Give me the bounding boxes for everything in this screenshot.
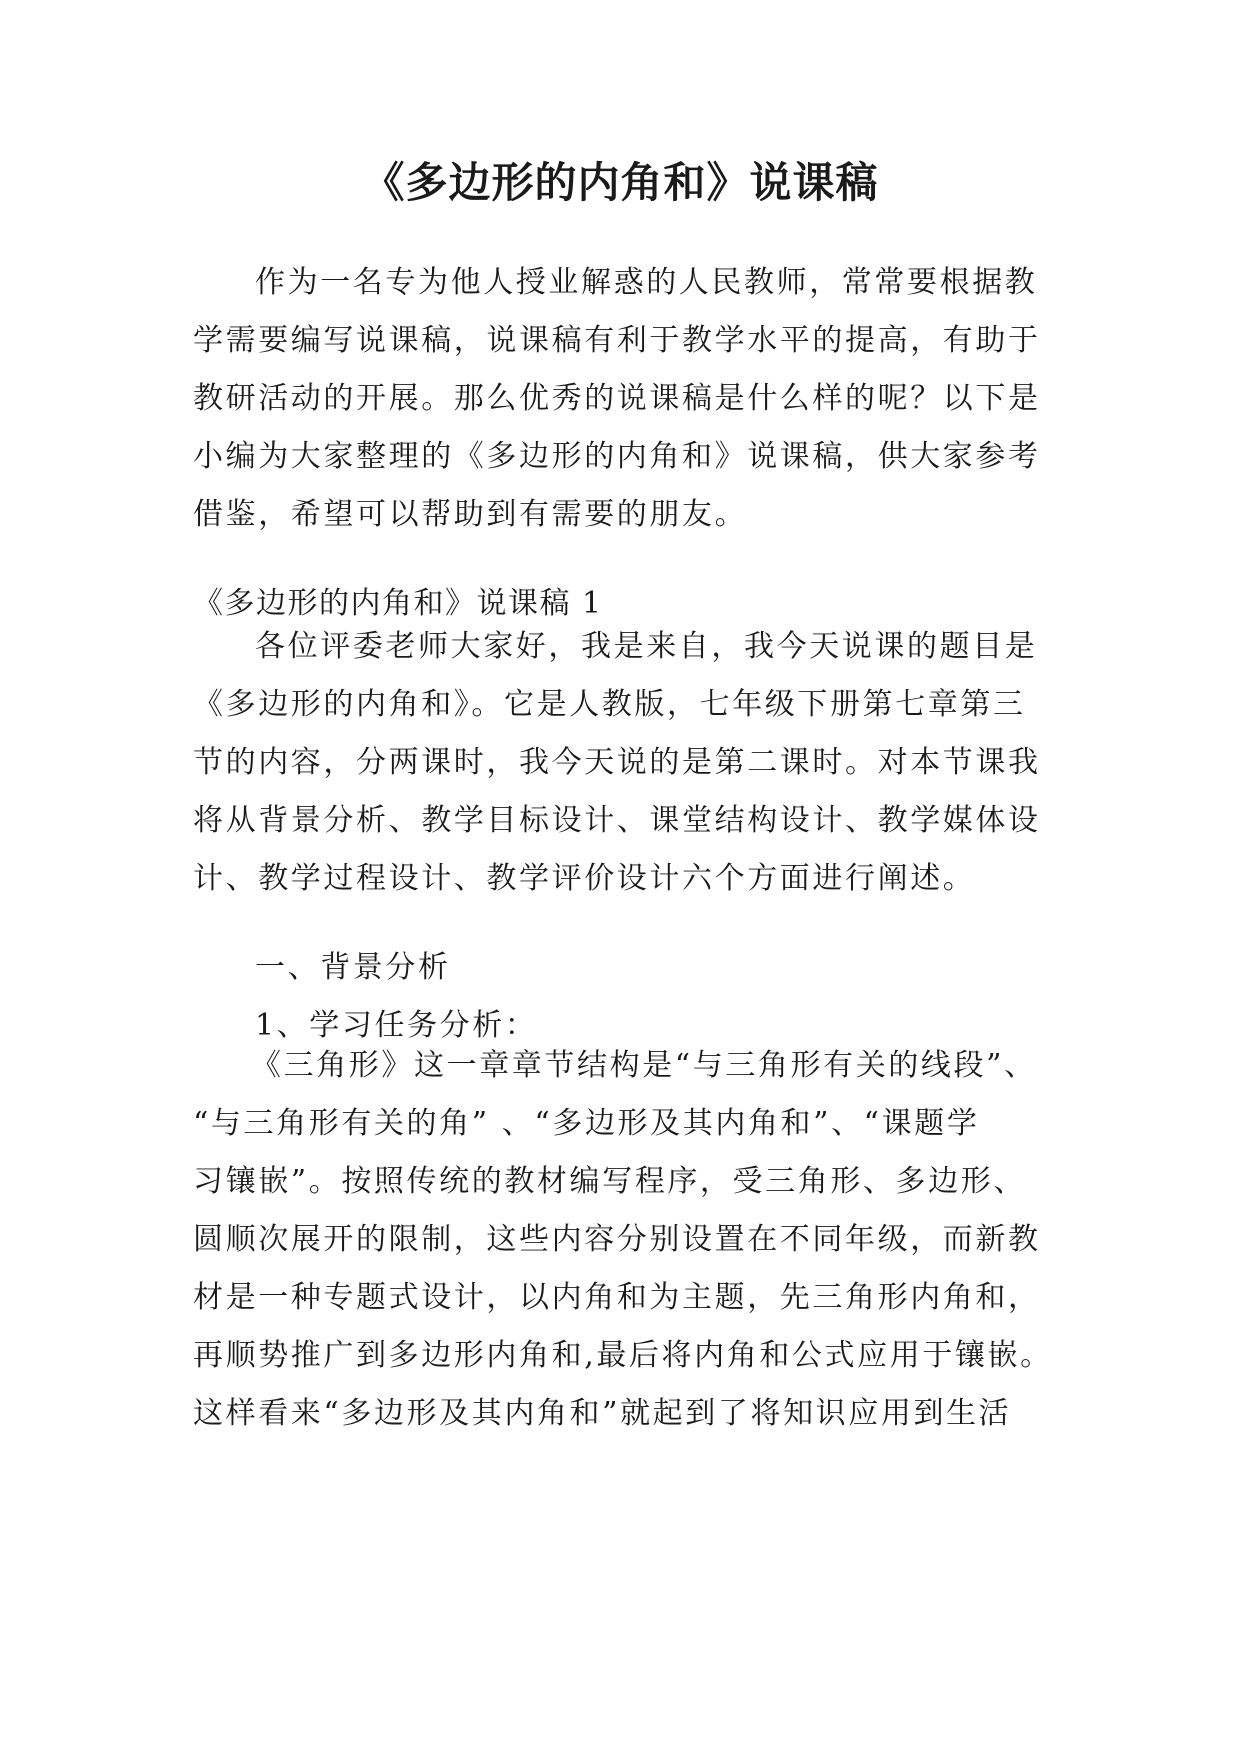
opening-line: 《多边形的内角和》。它是人教版，七年级下册第七章第三	[193, 687, 1026, 722]
opening-paragraph	[193, 618, 1053, 908]
heading-background-analysis: 一、背景分析	[255, 950, 451, 985]
document-title: 《多边形的内角和》说课稿	[362, 158, 879, 207]
opening-line: 各位评委老师大家好，我是来自，我今天说课的题目是	[255, 629, 1038, 664]
analysis-paragraph	[193, 1037, 1093, 1443]
opening-line: 节的内容，分两课时，我今天说的是第二课时。对本节课我	[193, 745, 1041, 780]
analysis-line: 再顺势推广到多边形内角和,最后将内角和公式应用于镶嵌。	[193, 1338, 1053, 1373]
analysis-line: 习镶嵌”。按照传统的教材编写程序，受三角形、多边形、	[193, 1164, 1026, 1199]
analysis-line: “与三角形有关的角” 、“多边形及其内角和”、“课题学	[193, 1106, 980, 1141]
analysis-line: 这样看来“多边形及其内角和”就起到了将知识应用到生活	[193, 1396, 1012, 1431]
intro-line: 小编为大家整理的《多边形的内角和》说课稿，供大家参考	[193, 439, 1041, 474]
opening-line: 计、教学过程设计、教学评价设计六个方面进行阐述。	[193, 861, 976, 896]
heading-task-analysis: 1、学习任务分析：	[255, 1008, 538, 1043]
intro-line: 教研活动的开展。那么优秀的说课稿是什么样的呢？以下是	[193, 381, 1041, 416]
intro-line: 借鉴，希望可以帮助到有需要的朋友。	[193, 497, 748, 532]
opening-line: 将从背景分析、教学目标设计、课堂结构设计、教学媒体设	[193, 803, 1041, 838]
analysis-line: 材是一种专题式设计，以内角和为主题，先三角形内角和，	[193, 1280, 1041, 1315]
analysis-line: 《三角形》这一章章节结构是“与三角形有关的线段”、	[251, 1048, 1037, 1083]
analysis-line: 圆顺次展开的限制，这些内容分别设置在不同年级，而新教	[193, 1222, 1041, 1257]
intro-paragraph	[193, 254, 1053, 544]
intro-line: 学需要编写说课稿，说课稿有利于教学水平的提高，有助于	[193, 323, 1041, 358]
section-title: 《多边形的内角和》说课稿 1	[193, 586, 603, 621]
intro-line: 作为一名专为他人授业解惑的人民教师，常常要根据教	[255, 265, 1038, 300]
